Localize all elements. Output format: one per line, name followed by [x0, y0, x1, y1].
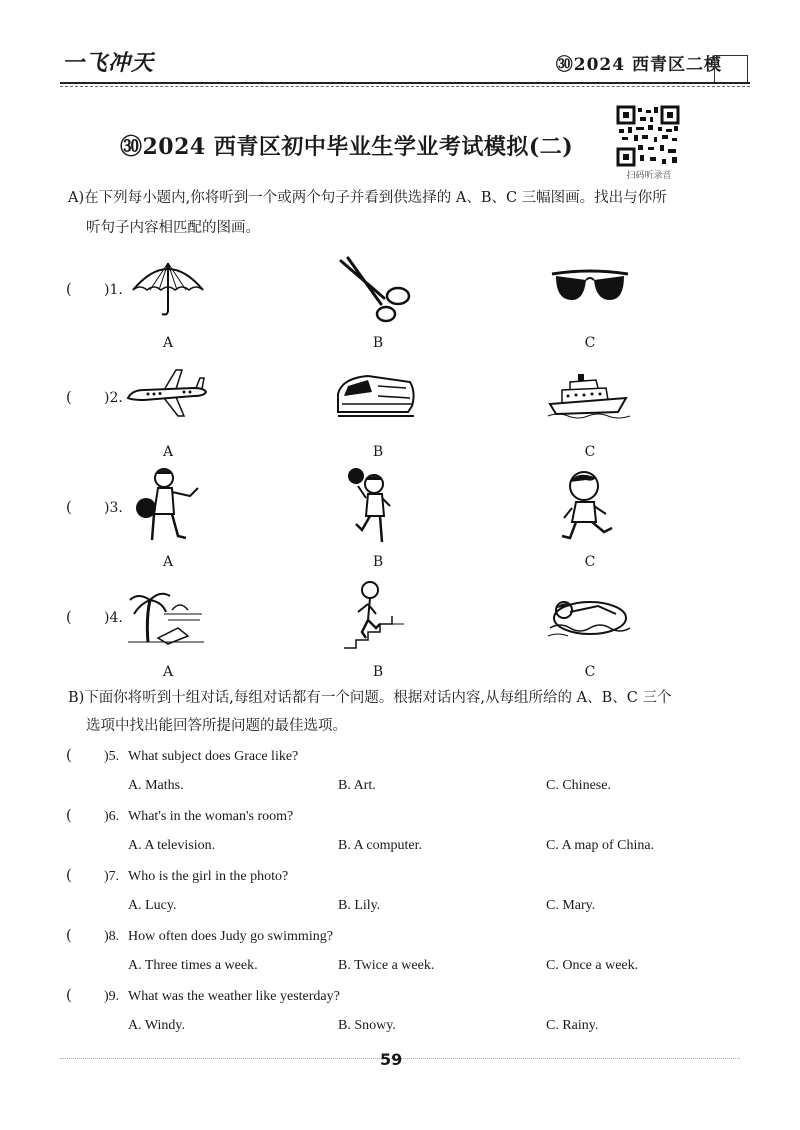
option-c: C. Rainy.: [546, 1018, 599, 1033]
question-number: )5.: [104, 749, 120, 764]
question-number: )1.: [104, 282, 123, 298]
swimming-icon: [546, 588, 630, 640]
question-number: )8.: [104, 929, 120, 944]
answer-blank-open[interactable]: (: [66, 868, 72, 884]
option-label-b: B: [372, 664, 384, 680]
page-number: 59: [380, 1050, 403, 1069]
airplane-icon: [124, 368, 210, 420]
option-b: B. Lily.: [338, 898, 381, 913]
scissors-icon: [336, 256, 416, 322]
question-number: )6.: [104, 809, 120, 824]
ship-icon: [548, 374, 630, 418]
qr-caption: 扫码听录音: [626, 171, 672, 181]
question-text: What was the weather like yesterday?: [128, 989, 340, 1004]
option-label-a: A: [162, 554, 174, 570]
sunglasses-icon: [550, 266, 630, 308]
option-a: A. Windy.: [128, 1018, 185, 1033]
section-a-instruction-line1: A)在下列每小题内,你将听到一个或两个句子并看到供选择的 A、B、C 三幅图画。找出与你所: [68, 190, 667, 206]
answer-blank-open[interactable]: (: [66, 282, 72, 298]
option-label-b: B: [372, 444, 384, 460]
option-a: A. A television.: [128, 838, 216, 853]
answer-blank-open[interactable]: (: [66, 928, 72, 944]
running-boy-icon: [558, 468, 618, 544]
option-a: A. Maths.: [128, 778, 184, 793]
option-c: C. A map of China.: [546, 838, 655, 853]
option-label-c: C: [584, 664, 596, 680]
question-number: )9.: [104, 989, 120, 1004]
question-text: What subject does Grace like?: [128, 749, 299, 764]
option-b: B. Art.: [338, 778, 376, 793]
option-b: B. Twice a week.: [338, 958, 435, 973]
answer-blank-open[interactable]: (: [66, 988, 72, 1004]
question-number: )4.: [104, 610, 123, 626]
question-text: Who is the girl in the photo?: [128, 869, 289, 884]
option-c: C. Chinese.: [546, 778, 611, 793]
option-b: B. A computer.: [338, 838, 422, 853]
header-title: ㉚2024 西青区二模: [555, 55, 722, 75]
option-b: B. Snowy.: [338, 1018, 396, 1033]
option-c: C. Mary.: [546, 898, 596, 913]
option-label-a: A: [162, 444, 174, 460]
page-title: ㉚2024 西青区初中毕业生学业考试模拟(二): [120, 134, 574, 160]
section-b-instruction-line1: B)下面你将听到十组对话,每组对话都有一个问题。根据对话内容,从每组所给的 A、B、C 三个: [68, 690, 672, 706]
basketball-player-icon: [128, 466, 208, 546]
question-number: )3.: [104, 500, 123, 516]
qr-code-icon[interactable]: [616, 105, 680, 167]
section-a-instruction-line2: 听句子内容相匹配的图画。: [86, 220, 260, 236]
option-a: A. Three times a week.: [128, 958, 258, 973]
answer-blank-open[interactable]: (: [66, 610, 72, 626]
climbing-stairs-icon: [342, 580, 410, 650]
question-text: What's in the woman's room?: [128, 809, 294, 824]
option-label-b: B: [372, 335, 384, 351]
brand-logo: 一飞冲天: [62, 51, 155, 76]
option-a: A. Lucy.: [128, 898, 177, 913]
option-label-c: C: [584, 335, 596, 351]
umbrella-icon: [128, 258, 208, 318]
question-text: How often does Judy go swimming?: [128, 929, 333, 944]
answer-blank-open[interactable]: (: [66, 808, 72, 824]
option-label-a: A: [162, 664, 174, 680]
answer-blank-open[interactable]: (: [66, 390, 72, 406]
header-divider: [60, 82, 750, 84]
beach-icon: [128, 588, 204, 644]
option-label-c: C: [584, 554, 596, 570]
answer-blank-open[interactable]: (: [66, 748, 72, 764]
option-c: C. Once a week.: [546, 958, 639, 973]
option-label-b: B: [372, 554, 384, 570]
train-icon: [334, 372, 418, 420]
header-divider-dashed: [60, 86, 750, 87]
football-player-icon: [344, 466, 404, 546]
option-label-a: A: [162, 335, 174, 351]
header-stamp-box: [714, 55, 748, 83]
question-number: )2.: [104, 390, 123, 406]
answer-blank-open[interactable]: (: [66, 500, 72, 516]
option-label-c: C: [584, 444, 596, 460]
question-number: )7.: [104, 869, 120, 884]
section-b-instruction-line2: 选项中找出能回答所提问题的最佳选项。: [86, 718, 347, 734]
